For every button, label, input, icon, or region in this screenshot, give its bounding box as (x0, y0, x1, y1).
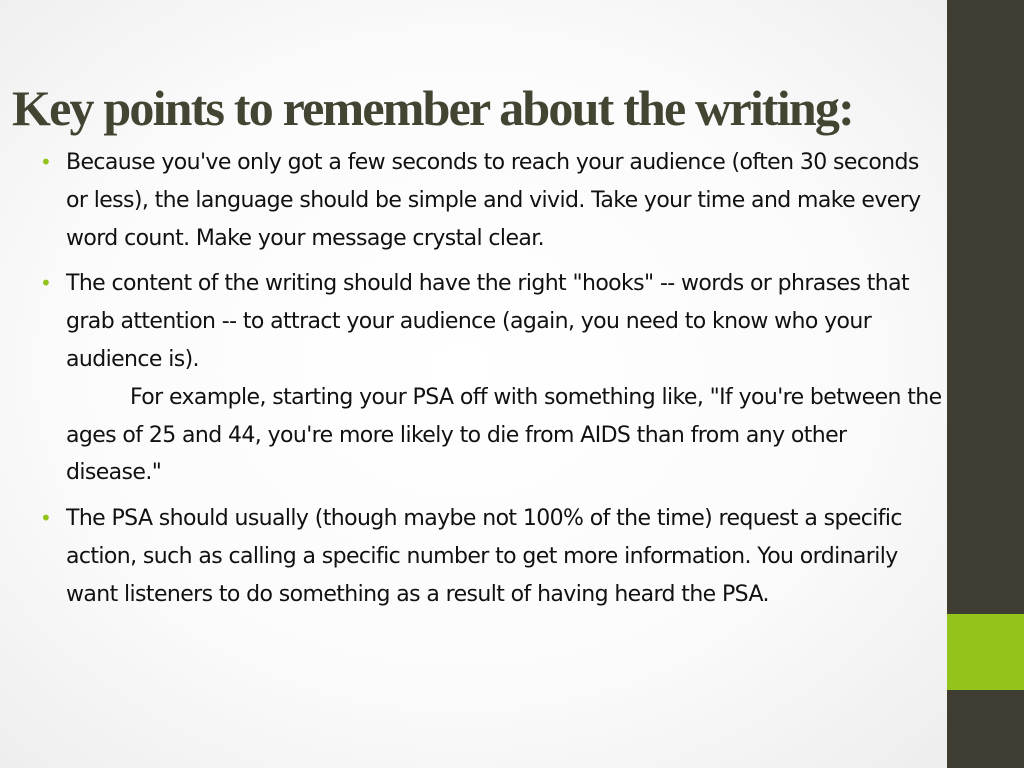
bullet-list (40, 144, 945, 622)
bullet-text: The PSA should usually (though maybe not 100% of the time) request a specific action, such as calling a specific number to get more information. You ordinarily want listeners to do something as a result of having heard the PSA. (66, 506, 902, 607)
bullet-dot-icon: • (40, 506, 52, 531)
bullet-dot-icon: • (40, 271, 52, 296)
bullet-text: The content of the writing should have the right "hooks" -- words or phrases that grab attention -- to attract your audience (again, you need to know who your audience is). (66, 271, 910, 372)
bullet-item-language (40, 144, 945, 257)
bullet-item-action (40, 500, 945, 613)
bullet-dot-icon: • (40, 150, 52, 174)
bullet-text: Because you've only got a few seconds to reach your audience (often 30 seconds or less), the language should be simple and vivid. Take your time and make every word count. Make your message crystal clear. (66, 150, 921, 251)
bullet-example-text: For example, starting your PSA off with something like, "If you're between the ages of 25 and 44, you're more likely to die from AIDS than from any other disease." (66, 384, 942, 486)
bullet-item-hooks (40, 265, 945, 492)
sidebar-accent-block (947, 614, 1024, 690)
slide-title: Key points to remember about the writing: (12, 80, 853, 136)
